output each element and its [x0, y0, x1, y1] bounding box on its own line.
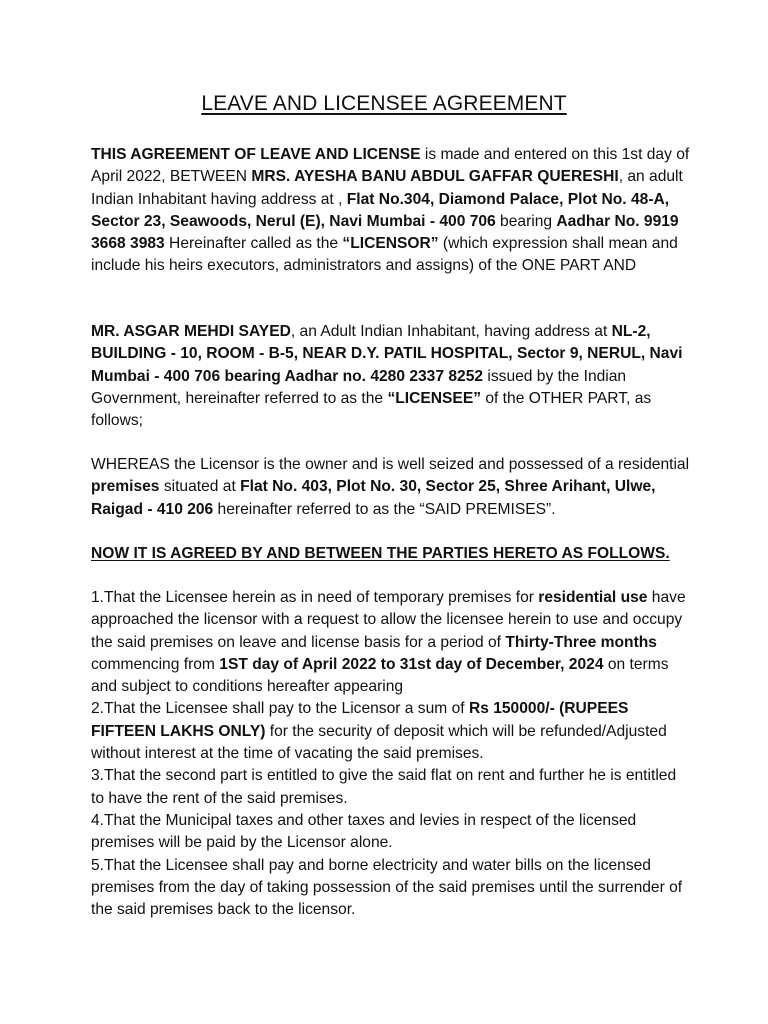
licensor-aadhar: Aadhar No. 9919 3668 3983 [91, 212, 679, 253]
section-heading [91, 543, 691, 565]
licensee-name: MR. ASGAR MEHDI SAYED [91, 323, 291, 340]
premises-address: Flat No. 403, Plot No. 30, Sector 25, Shree Arihant, Ulwe, Raigad - 410 206 [91, 478, 656, 518]
license-period: Thirty-Three months [505, 633, 657, 651]
text-span: commencing from [91, 655, 220, 673]
text-span: 2.That the Licensee shall pay to the Licensor a sum of [91, 700, 469, 718]
text-span: situated at [159, 478, 241, 496]
licensor-label: “LICENSOR” [342, 235, 439, 253]
text-span: is made and entered on this 1st day of April 2022, BETWEEN [91, 146, 690, 186]
text-span: on terms and subject to conditions hereafter appearing [91, 655, 669, 696]
deposit-amount: Rs 150000/- (RUPEES FIFTEEN LAKHS ONLY) [91, 700, 629, 740]
text-span: WHEREAS the Licensor is the owner and is well seized and possessed of a residential [91, 456, 690, 473]
clause-3: 3.That the second part is entitled to give the said flat on rent and further he is entitled to have the rent of the said premises. [91, 767, 677, 807]
text-span: issued by the Indian Government, hereinafter referred to as the [91, 367, 627, 407]
licensee-label: “LICENSEE” [387, 389, 482, 407]
paragraph-licensee [91, 321, 691, 432]
licensee-address: NL-2, BUILDING - 10, ROOM - B-5, NEAR D.Y. PATIL HOSPITAL, Sector 9, NERUL, Navi Mumbai - 400 706 bearing Aadhar no. 4280 2337 8252 [91, 323, 683, 385]
clause-4: 4.That the Municipal taxes and other taxes and levies in respect of the licensed premises will be paid by the Licensor alone. [91, 811, 637, 852]
text-span: Hereinafter called as the [164, 235, 343, 253]
clauses [91, 587, 691, 921]
agreement-lead: THIS AGREEMENT OF LEAVE AND LICENSE [91, 146, 421, 163]
text-span: 1.That the Licensee herein as in need of temporary premises for [91, 589, 539, 606]
text-span: have approached the licensor with a request to allow the licensee herein to use and occupy the said premises on leave and license basis for a period of [91, 589, 686, 651]
clause-1 [91, 587, 691, 698]
licensor-address: Flat No.304, Diamond Palace, Plot No. 48-A, Sector 23, Seawoods, Nerul (E), Navi Mumbai - 400 706 [91, 190, 670, 230]
agreed-heading: NOW IT IS AGREED BY AND BETWEEN THE PARTIES HERETO AS FOLLOWS. [91, 545, 670, 562]
premises-word: premises [91, 478, 160, 496]
text-span: of the OTHER PART, as follows; [91, 389, 652, 430]
text-span: , an adult Indian Inhabitant having address at , [91, 168, 683, 208]
text-span: bearing [495, 212, 557, 230]
document-title: LEAVE AND LICENSEE AGREEMENT [201, 92, 567, 115]
text-span: hereinafter referred to as the “SAID PREMISES”. [213, 500, 556, 518]
use-type: residential use [538, 589, 648, 606]
clause-2 [91, 698, 691, 765]
license-dates: 1ST day of April 2022 to 31st day of December, 2024 [219, 655, 604, 673]
paragraph-whereas [91, 454, 691, 521]
licensor-name: MRS. AYESHA BANU ABDUL GAFFAR QUERESHI [251, 168, 619, 186]
clause-5: 5.That the Licensee shall pay and borne electricity and water bills on the licensed premises from the day of taking possession of the said premises until the surrender of the said premises back to the licensor. [91, 856, 683, 919]
text-span: for the security of deposit which will be refunded/Adjusted without interest at the time of vacating the said premises. [91, 722, 667, 763]
paragraph-parties-licensor [91, 144, 691, 278]
text-span: (which expression shall mean and include his heirs executors, administrators and assigns) of the ONE PART AND [91, 235, 678, 275]
text-span: , an Adult Indian Inhabitant, having address at [290, 323, 612, 340]
